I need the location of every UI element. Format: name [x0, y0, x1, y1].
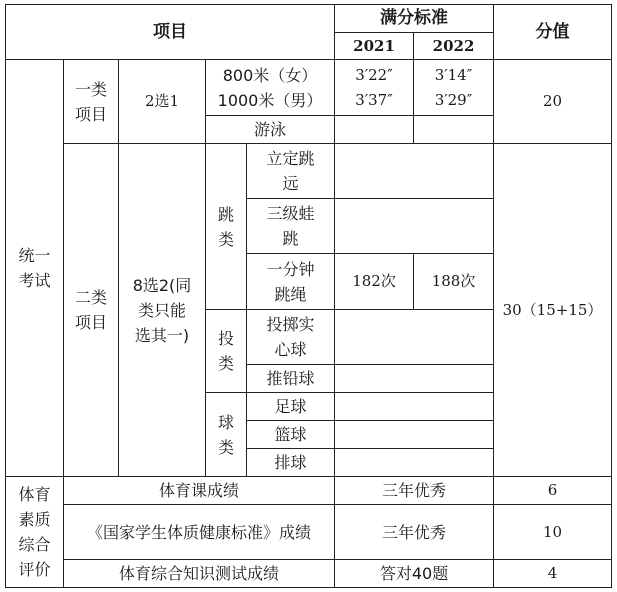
basketball-standard [335, 421, 494, 449]
evaluation-label: 体育 素质 综合 评价 [6, 477, 64, 588]
class1-swim-2021 [335, 116, 414, 144]
ball-category-label: 球 类 [206, 393, 247, 477]
rope-skip-2022: 188次 [414, 254, 494, 310]
rope-skip-2021: 182次 [335, 254, 414, 310]
class1-run-2021: 3′22″ 3′37″ [335, 60, 414, 116]
class1-run-events: 800米（女） 1000米（男） [206, 60, 335, 116]
unified-exam-label: 统一 考试 [6, 60, 64, 477]
eval-pe-class-grade: 体育课成绩 [64, 477, 335, 505]
pe-exam-table [5, 4, 612, 588]
class1-run-2022: 3′14″ 3′29″ [414, 60, 494, 116]
header-year-2022: 2022 [414, 33, 494, 60]
volleyball: 排球 [247, 449, 335, 477]
eval-knowledge-test-grade: 体育综合知识测试成绩 [64, 560, 335, 588]
jump-category-label: 跳 类 [206, 144, 247, 310]
class1-label: 一类 项目 [64, 60, 119, 144]
throw-category-label: 投 类 [206, 310, 247, 393]
header-year-2021: 2021 [335, 33, 414, 60]
eval-fitness-score: 10 [494, 505, 612, 560]
header-project: 项目 [6, 5, 335, 60]
class1-score: 20 [494, 60, 612, 144]
eval-knowledge-standard: 答对40题 [335, 560, 494, 588]
triple-jump: 三级蛙 跳 [247, 199, 335, 254]
eval-pe-class-standard: 三年优秀 [335, 477, 494, 505]
triple-jump-standard [335, 199, 494, 254]
header-score: 分值 [494, 5, 612, 60]
class2-score: 30（15+15） [494, 144, 612, 477]
class1-swim: 游泳 [206, 116, 335, 144]
class2-label: 二类 项目 [64, 144, 119, 477]
shot-put-standard [335, 365, 494, 393]
eval-fitness-standard-grade: 《国家学生体质健康标准》成绩 [64, 505, 335, 560]
eval-pe-class-score: 6 [494, 477, 612, 505]
class2-choice: 8选2(同 类只能 选其一) [119, 144, 206, 477]
shot-put: 推铅球 [247, 365, 335, 393]
medicine-ball-standard [335, 310, 494, 365]
rope-skip: 一分钟 跳绳 [247, 254, 335, 310]
football-standard [335, 393, 494, 421]
basketball: 篮球 [247, 421, 335, 449]
standing-long-jump: 立定跳 远 [247, 144, 335, 199]
volleyball-standard [335, 449, 494, 477]
football: 足球 [247, 393, 335, 421]
standing-long-jump-standard [335, 144, 494, 199]
class1-swim-2022 [414, 116, 494, 144]
header-standard: 满分标准 [335, 5, 494, 33]
eval-knowledge-score: 4 [494, 560, 612, 588]
class1-choice: 2选1 [119, 60, 206, 144]
eval-fitness-standard: 三年优秀 [335, 505, 494, 560]
medicine-ball-throw: 投掷实 心球 [247, 310, 335, 365]
